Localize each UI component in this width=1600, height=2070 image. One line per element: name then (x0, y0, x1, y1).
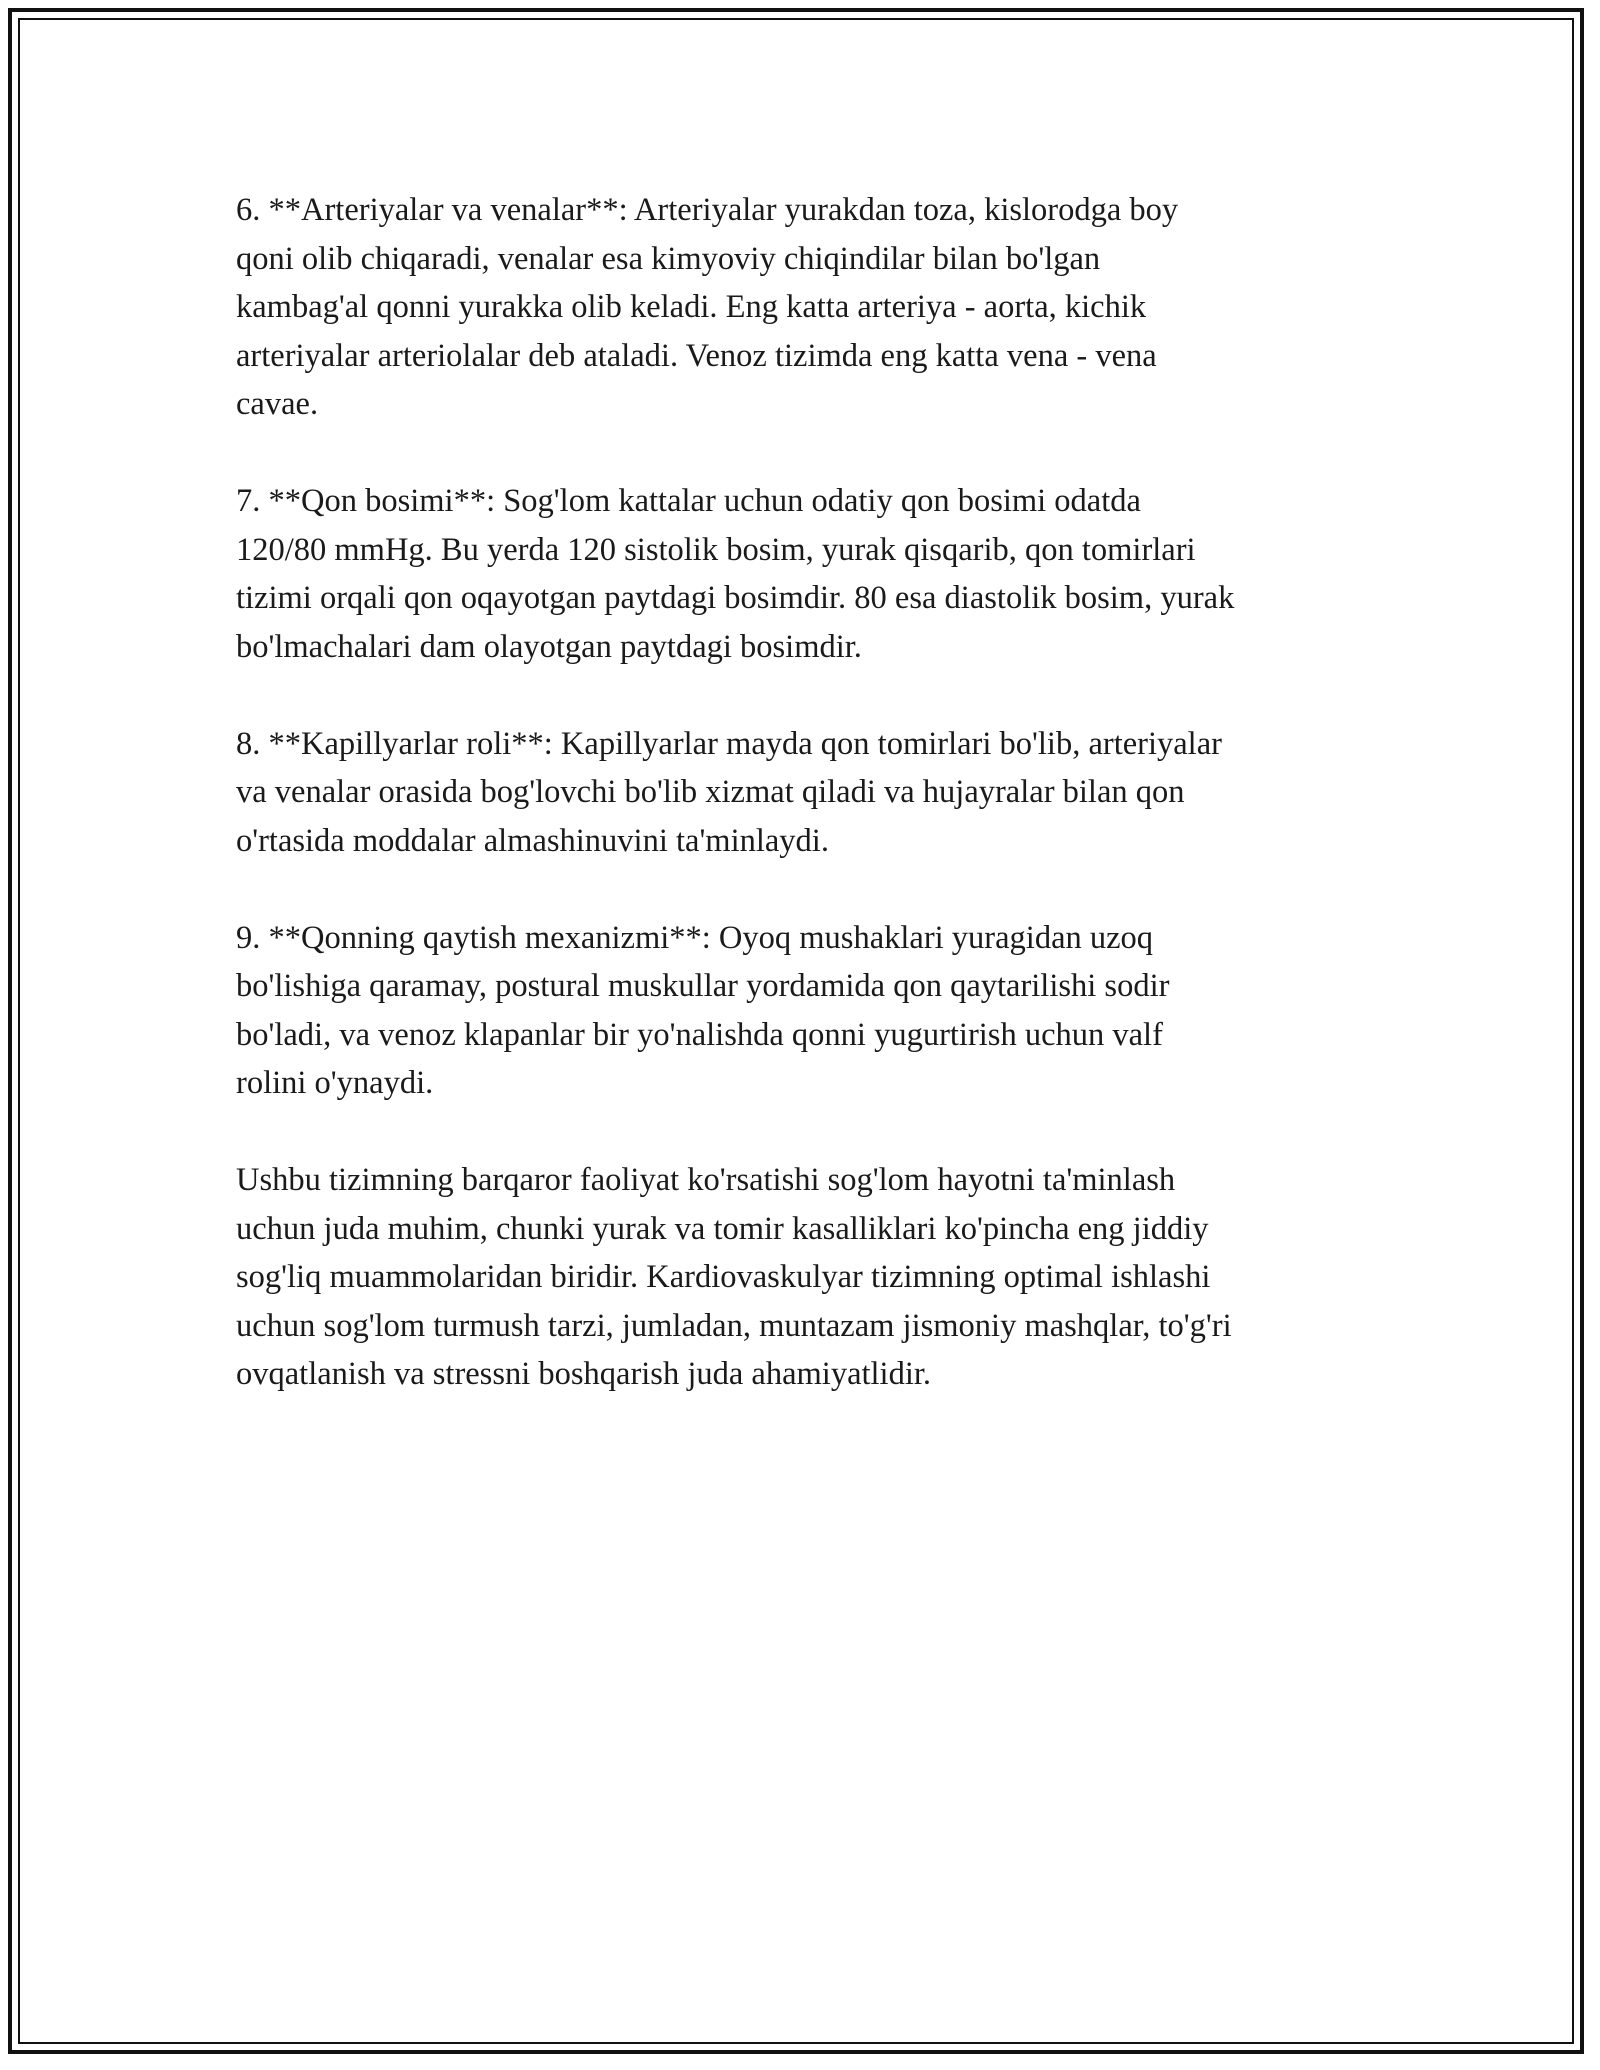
paragraph-capillaries (236, 720, 1386, 866)
text-line: sog'liq muammolaridan biridir. Kardiovaskulyar tizimning optimal ishlashi (236, 1259, 1211, 1295)
text-line: cavae. (236, 386, 319, 422)
paragraph-conclusion (236, 1156, 1386, 1399)
text-line: arteriyalar arteriolalar deb ataladi. Venoz tizimda eng katta vena - vena (236, 337, 1157, 374)
text-line: 8. **Kapillyarlar roli**: Kapillyarlar mayda qon tomirlari bo'lib, arteriyalar (236, 725, 1222, 762)
text-line: ovqatlanish va stressni boshqarish juda ahamiyatlidir. (236, 1356, 932, 1392)
document-body (236, 186, 1386, 1447)
paragraph-blood-pressure (236, 477, 1386, 671)
text-line: bo'lishiga qaramay, postural muskullar yordamida qon qaytarilishi sodir (236, 968, 1170, 1004)
text-line: Ushbu tizimning barqaror faoliyat ko'rsatishi sog'lom hayotni ta'minlash (236, 1162, 1176, 1198)
paragraph-blood-return (236, 914, 1386, 1108)
text-line: qoni olib chiqaradi, venalar esa kimyoviy chiqindilar bilan bo'lgan (236, 240, 1101, 277)
text-line: uchun sog'lom turmush tarzi, jumladan, muntazam jismoniy mashqlar, to'g'ri (236, 1307, 1232, 1344)
text-line: bo'ladi, va venoz klapanlar bir yo'nalishda qonni yugurtirish uchun valf (236, 1016, 1163, 1053)
text-line: 120/80 mmHg. Bu yerda 120 sistolik bosim, yurak qisqarib, qon tomirlari (236, 531, 1196, 568)
text-line: rolini o'ynaydi. (236, 1065, 434, 1101)
paragraph-arteries-veins (236, 186, 1386, 429)
text-line: kambag'al qonni yurakka olib keladi. Eng katta arteriya - aorta, kichik (236, 289, 1147, 325)
text-line: 7. **Qon bosimi**: Sog'lom kattalar uchun odatiy qon bosimi odatda (236, 483, 1141, 519)
text-line: 6. **Arteriyalar va venalar**: Arteriyalar yurakdan toza, kislorodga boy (236, 192, 1179, 228)
text-line: tizimi orqali qon oqayotgan paytdagi bosimdir. 80 esa diastolik bosim, yurak (236, 580, 1235, 616)
text-line: 9. **Qonning qaytish mexanizmi**: Oyoq mushaklari yuragidan uzoq (236, 919, 1154, 956)
text-line: bo'lmachalari dam olayotgan paytdagi bosimdir. (236, 628, 862, 665)
text-line: va venalar orasida bog'lovchi bo'lib xizmat qiladi va hujayralar bilan qon (236, 774, 1185, 810)
text-line: uchun juda muhim, chunki yurak va tomir kasalliklari ko'pincha eng jiddiy (236, 1210, 1209, 1247)
text-line: o'rtasida moddalar almashinuvini ta'minlaydi. (236, 822, 829, 859)
